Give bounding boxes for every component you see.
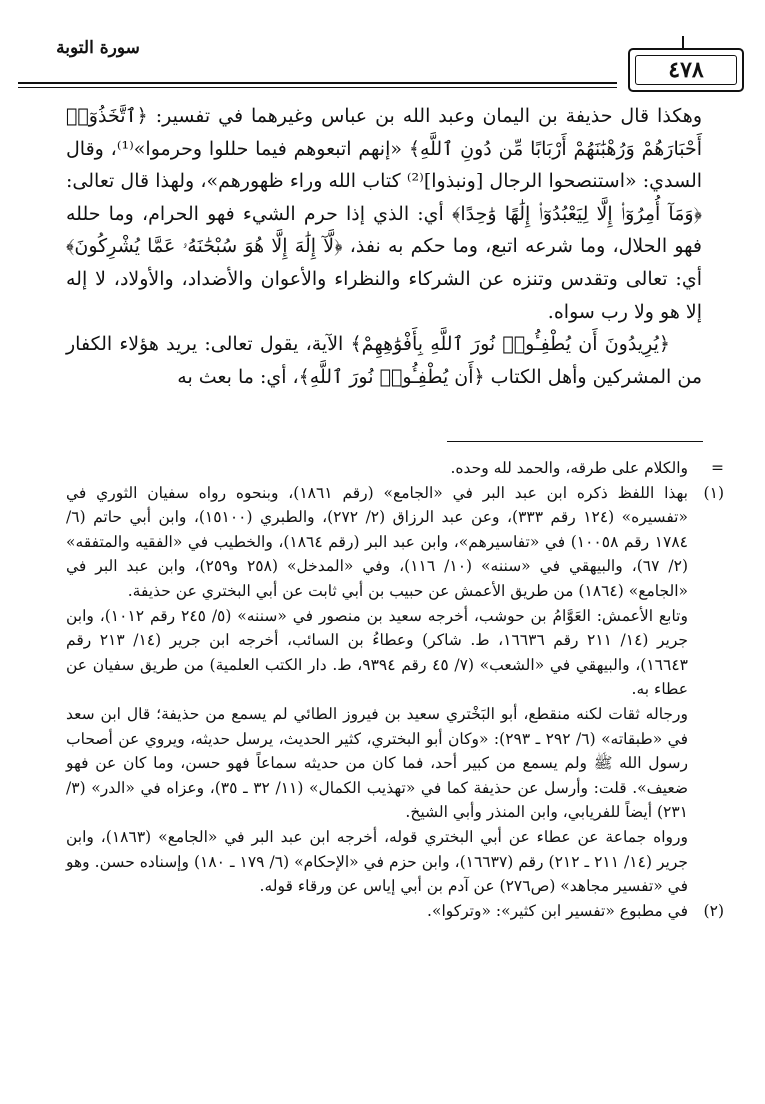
page-number: ٤٧٨	[628, 48, 744, 92]
footnote-paragraph: بهذا اللفظ ذكره ابن عبد البر في «الجامع» (رقم ١٨٦١)، وبنحوه رواه سفيان الثوري في «تفسيره» (١٢٤ رقم ٣٣٣)، وعن عبد الرزاق (٢/ ٢٧٢)، والطبري (١٥١٠٠)، وابن أبي حاتم (٦/ ١٧٨٤ رقم ١٠٠٥٨) في «تفاسيرهم»، وابن عبد البر (رقم ١٨٦٤)، والخطيب في «الفقيه والمتفقه» (٢/ ٦٧)، والبيهقي في «سننه» (١٠/ ١١٦)، وفي «المدخل» (٢٥٨ و٢٥٩)، وابن عبد البر في «الجامع» (١٨٦٤) من طريق الأعمش عن حبيب بن أبي ثابت عن أبي البختري عن حذيفة.	[66, 483, 688, 600]
header-rule	[18, 82, 617, 84]
main-paragraph: ﴿يُرِيدُونَ أَن يُطْفِـُٔوا۟ نُورَ ٱللَّهِ بِأَفْوَٰهِهِمْ﴾ الآية، يقول تعالى: يريد هؤلاء الكفار من المشركين وأهل الكتاب ﴿أَن يُطْفِـُٔوا۟ نُورَ ٱللَّهِ﴾، أي: ما بعث به	[66, 333, 702, 388]
main-paragraph: وهكذا قال حذيفة بن اليمان وعبد الله بن عباس وغيرهما في تفسير: ﴿ٱتَّخَذُوٓا۟ أَحْبَارَهُمْ وَرُهْبَٰنَهُمْ أَرْبَابًا مِّن دُونِ ٱللَّهِ﴾ «إنهم اتبعوهم فيما حللوا وحرموا»⁽¹⁾، وقال السدي: «استنصحوا الرجال [ونبذوا]⁽²⁾ كتاب الله وراء ظهورهم»، ولهذا قال تعالى: ﴿وَمَآ أُمِرُوٓا۟ إِلَّا لِيَعْبُدُوٓا۟ إِلَٰهًا وَٰحِدًا﴾ أي: الذي إذا حرم الشيء فهو الحرام، وما حلله فهو الحلال، وما شرعه اتبع، وما حكم به نفذ، ﴿لَّآ إِلَٰهَ إِلَّا هُوَ سُبْحَٰنَهُۥ عَمَّا يُشْرِكُونَ﴾ أي: تعالى وتقدس وتنزه عن الشركاء والنظراء والأعوان والأضداد، والأولاد، لا إله إلا هو ولا رب سواه.	[66, 105, 703, 323]
footnote-number: (٢)	[703, 901, 724, 920]
footnote-divider	[447, 441, 703, 442]
footnote-paragraph: ورواه جماعة عن عطاء عن أبي البختري قوله، أخرجه ابن عبد البر في «الجامع» (١٨٦٣)، وابن جرير (١٤/ ٢١١ ـ ٢١٢) رقم (١٦٦٣٧)، وابن حزم في «الإحكام» (٦/ ١٧٩ ـ ١٨٠) وإسناده حسن. وهو في «تفسير مجاهد» (ص٢٧٦) عن آدم بن أبي إياس عن ورقاء قوله.	[66, 827, 688, 896]
surah-title: سورة التوبة	[56, 38, 140, 58]
footnote-paragraph: ورجاله ثقات لكنه منقطع، أبو البَخْتري سعيد بن فيروز الطائي لم يسمع من حذيفة؛ قال ابن سعد في «طبقاته» (٦/ ٢٩٢ ـ ٢٩٣): «وكان أبو البختري، كثير الحديث، يرسل حديثه، ويروي عن أصحاب رسول الله ﷺ ولم يسمع من كبير أحد، فما كان من حديثه سماعاً فهو حسن، وما كان عن فهو ضعيف». قلت: وأرسل عن حذيفة كما في «تهذيب الكمال» (١١/ ٣٢ ـ ٣٥)، وعزاه في «الدر» (٣/ ٢٣١) أيضاً للفريابي، وابن المنذر وأبي الشيخ.	[66, 704, 689, 822]
continuation-marker: =	[711, 459, 724, 477]
footnote-number: (١)	[703, 483, 724, 502]
footnote-paragraph: في مطبوع «تفسير ابن كثير»: «وتركوا».	[427, 901, 688, 920]
header-rule-thin	[18, 87, 617, 88]
page-header	[0, 0, 765, 100]
footnote-1	[66, 481, 724, 899]
footnote-continuation	[66, 456, 724, 481]
footnote-paragraph: والكلام على طرقه، والحمد لله وحده.	[450, 459, 688, 477]
footnote-2	[66, 899, 724, 924]
main-text	[66, 100, 702, 393]
footnote-paragraph: وتابع الأعمش: العَوَّامُ بن حوشب، أخرجه سعيد بن منصور في «سننه» (٥/ ٢٤٥ رقم ١٠١٢)، وابن جرير (١٤/ ٢١١ رقم ١٦٦٣٦، ط. شاكر) وعطاءُ بن السائب، أخرجه ابن جرير (١٤/ ٢١٣ رقم ١٦٦٤٣)، والبيهقي في «الشعب» (٧/ ٤٥ رقم ٩٣٩٤، ط. دار الكتب العلمية) من طريق سفيان عن عطاء به.	[66, 606, 688, 699]
footnotes	[66, 456, 724, 923]
